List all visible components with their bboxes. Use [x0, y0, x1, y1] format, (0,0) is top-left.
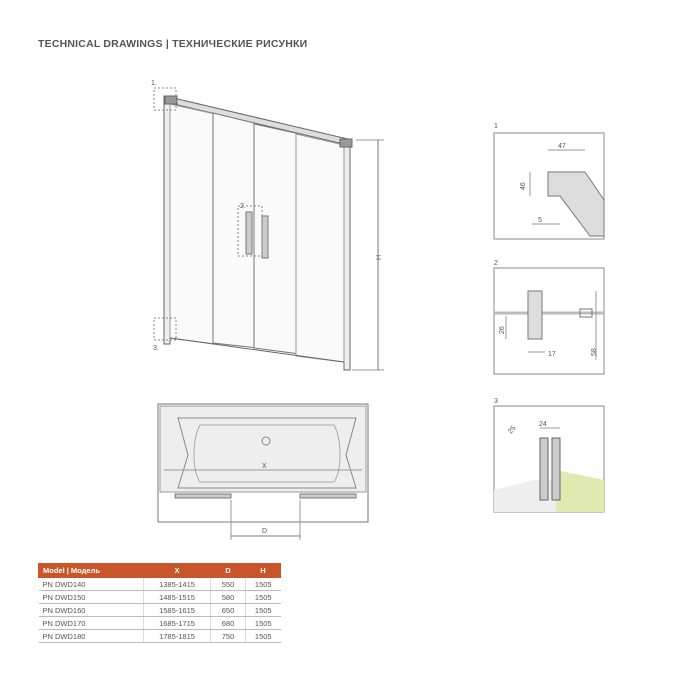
- height-label: H: [376, 254, 383, 260]
- cell-d: 550: [211, 578, 246, 591]
- cell-model: PN DWD170: [39, 617, 144, 630]
- table-row: [39, 591, 281, 604]
- top-view: [158, 404, 368, 540]
- cell-model: PN DWD160: [39, 604, 144, 617]
- handle-left: [246, 212, 252, 254]
- cell-model: PN DWD140: [39, 578, 144, 591]
- detail-2: [494, 268, 604, 374]
- cell-x: 1385-1415: [144, 578, 211, 591]
- cell-d: 650: [211, 604, 246, 617]
- table-row: [39, 578, 281, 591]
- col-x: X: [144, 564, 211, 578]
- front-view: [154, 88, 384, 370]
- cell-x: 1685-1715: [144, 617, 211, 630]
- table-row: [39, 630, 281, 643]
- panel-right-door: [254, 124, 300, 354]
- cell-x: 1585-1615: [144, 604, 211, 617]
- detail-2-dim-c: 58: [591, 348, 598, 356]
- detail-1-number: 1: [494, 123, 498, 130]
- cell-d: 750: [211, 630, 246, 643]
- cell-x: 1485-1515: [144, 591, 211, 604]
- panel-left-fixed: [170, 104, 215, 344]
- detail-1: [494, 133, 604, 239]
- callout-3-label: 3.: [153, 345, 159, 352]
- d-label: D: [262, 528, 268, 535]
- table-row: [39, 604, 281, 617]
- detail-3: [494, 406, 604, 512]
- cell-h: 1505: [246, 591, 281, 604]
- cell-h: 1505: [246, 630, 281, 643]
- callout-1-label: 1.: [151, 80, 157, 87]
- table-row: [39, 617, 281, 630]
- page-title: TECHNICAL DRAWINGS | ТЕХНИЧЕСКИЕ РИСУНКИ: [38, 38, 308, 50]
- col-d: D: [211, 564, 246, 578]
- cell-d: 680: [211, 617, 246, 630]
- detail-1-dim-c: 5: [538, 217, 542, 224]
- detail-3-dim-b: 24: [539, 421, 547, 428]
- cell-model: PN DWD150: [39, 591, 144, 604]
- cell-x: 1785-1815: [144, 630, 211, 643]
- cell-d: 580: [211, 591, 246, 604]
- cell-h: 1505: [246, 604, 281, 617]
- handle-right: [262, 216, 268, 258]
- detail-3-number: 3: [494, 398, 498, 405]
- right-profile: [344, 140, 350, 370]
- x-label: X: [262, 463, 267, 470]
- cell-h: 1505: [246, 617, 281, 630]
- callout-2-label: 2.: [240, 203, 246, 210]
- cell-model: PN DWD180: [39, 630, 144, 643]
- detail-2-dim-b: 17: [548, 351, 556, 358]
- detail-1-dim-b: 46: [520, 182, 527, 190]
- spec-table-header: [39, 564, 281, 578]
- detail-3-dim-a: 25: [507, 424, 518, 436]
- left-profile: [164, 96, 170, 344]
- panel-right-fixed: [296, 134, 344, 362]
- spec-table: [38, 563, 281, 643]
- col-model: Model | Модель: [39, 564, 144, 578]
- col-h: H: [246, 564, 281, 578]
- detail-2-dim-a: 26: [499, 326, 506, 334]
- detail-1-dim-a: 47: [558, 143, 566, 150]
- cell-h: 1505: [246, 578, 281, 591]
- detail-2-number: 2: [494, 260, 498, 267]
